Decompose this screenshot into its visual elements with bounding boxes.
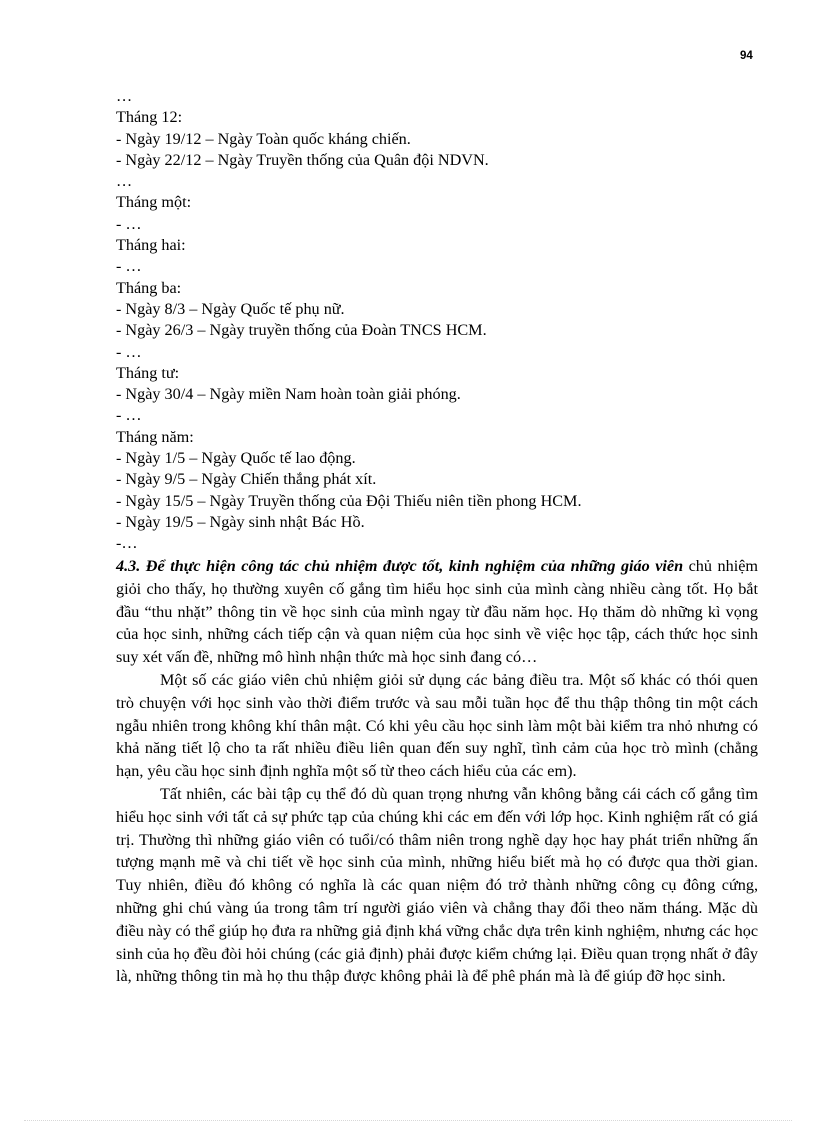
list-item: - …	[116, 342, 142, 361]
page-number: 94	[740, 50, 753, 62]
list-item: - Ngày 30/4 – Ngày miền Nam hoàn toàn giải phóng.	[116, 385, 461, 404]
list-item: - Ngày 19/5 – Ngày sinh nhật Bác Hồ.	[116, 512, 365, 531]
month-heading: Tháng một:	[116, 193, 192, 212]
month-heading: Tháng hai:	[116, 236, 186, 255]
section-first-paragraph	[116, 555, 758, 669]
section-heading: 4.3. Để thực hiện công tác chủ nhiệm được tốt, kinh nghiệm của những giáo viên	[116, 557, 684, 575]
list-item: - Ngày 19/12 – Ngày Toàn quốc kháng chiến.	[116, 129, 411, 148]
observance-list	[116, 86, 776, 555]
section-4-3	[116, 555, 758, 988]
month-heading: Tháng ba:	[116, 278, 182, 297]
list-item: - Ngày 1/5 – Ngày Quốc tế lao động.	[116, 449, 356, 468]
list-line: …	[116, 172, 133, 191]
section-lead-text: chủ nhiệm giỏi cho thấy, họ thường xuyên cố gắng tìm hiểu học sinh của mình càng nhiều càng tốt. Họ bắt đầu “thu nhặt” thông tin về học sinh của mình ngay từ đầu năm học. Họ thăm dò những kì vọng của học sinh, những cách tiếp cận và quan niệm của học sinh về việc học tập, cách thức học sinh suy xét vấn đề, những mô hình nhận thức mà học sinh đang có…	[116, 557, 758, 667]
page-bottom-rule	[24, 1120, 792, 1121]
month-heading: Tháng năm:	[116, 427, 194, 446]
list-item: - Ngày 8/3 – Ngày Quốc tế phụ nữ.	[116, 299, 345, 318]
list-item: - …	[116, 406, 142, 425]
list-item: - …	[116, 257, 142, 276]
list-item: - Ngày 15/5 – Ngày Truyền thống của Đội Thiếu niên tiền phong HCM.	[116, 491, 582, 510]
month-heading: Tháng tư:	[116, 363, 180, 382]
month-heading: Tháng 12:	[116, 108, 183, 127]
list-item: - Ngày 22/12 – Ngày Truyền thống của Quân đội NDVN.	[116, 150, 489, 169]
list-item: -…	[116, 534, 138, 553]
list-item: - …	[116, 214, 142, 233]
body-paragraph: Tất nhiên, các bài tập cụ thể đó dù quan trọng nhưng vẫn không bằng cái cách cố gắng tìm hiểu học sinh với tất cả sự phức tạp của chúng khi các em đến với lớp học. Kinh nghiệm rất có giá trị. Thường thì những giáo viên có tuổi/có thâm niên trong nghề dạy học hay phát triển những ấn tượng mạnh mẽ và chi tiết về học sinh của mình, những hiểu biết mà họ có được qua thời gian. Tuy nhiên, điều đó không có nghĩa là các quan niệm đó trở thành những công cụ đông cứng, những ghi chú vàng úa trong tâm trí người giáo viên và chẳng thay đổi theo năm tháng. Mặc dù điều này có thể giúp họ đưa ra những giả định khá vững chắc dựa trên kinh nghiệm, nhưng các học sinh của họ đều đòi hỏi chúng (các giả định) phải được kiểm chứng lại. Điều quan trọng nhất ở đây là, những thông tin mà họ thu thập được không phải là để phê phán mà là để giúp đỡ học sinh.	[116, 784, 758, 986]
list-line: …	[116, 87, 133, 105]
list-item: - Ngày 26/3 – Ngày truyền thống của Đoàn TNCS HCM.	[116, 321, 487, 340]
body-paragraph: Một số các giáo viên chủ nhiệm giỏi sử dụng các bảng điều tra. Một số khác có thói quen trò chuyện với học sinh vào thời điểm trước và sau mỗi tuần học để thu thập thông tin một cách ngẫu nhiên trong không khí thân mật. Có khi yêu cầu học sinh làm một bài kiểm tra nhỏ nhưng có khả năng tiết lộ cho ta rất nhiều điều liên quan đến suy nghĩ, tình cảm của học trò mình (chẳng hạn, yêu cầu học sinh định nghĩa một số từ theo cách hiểu của các em).	[116, 670, 758, 781]
list-item: - Ngày 9/5 – Ngày Chiến thắng phát xít.	[116, 470, 377, 489]
